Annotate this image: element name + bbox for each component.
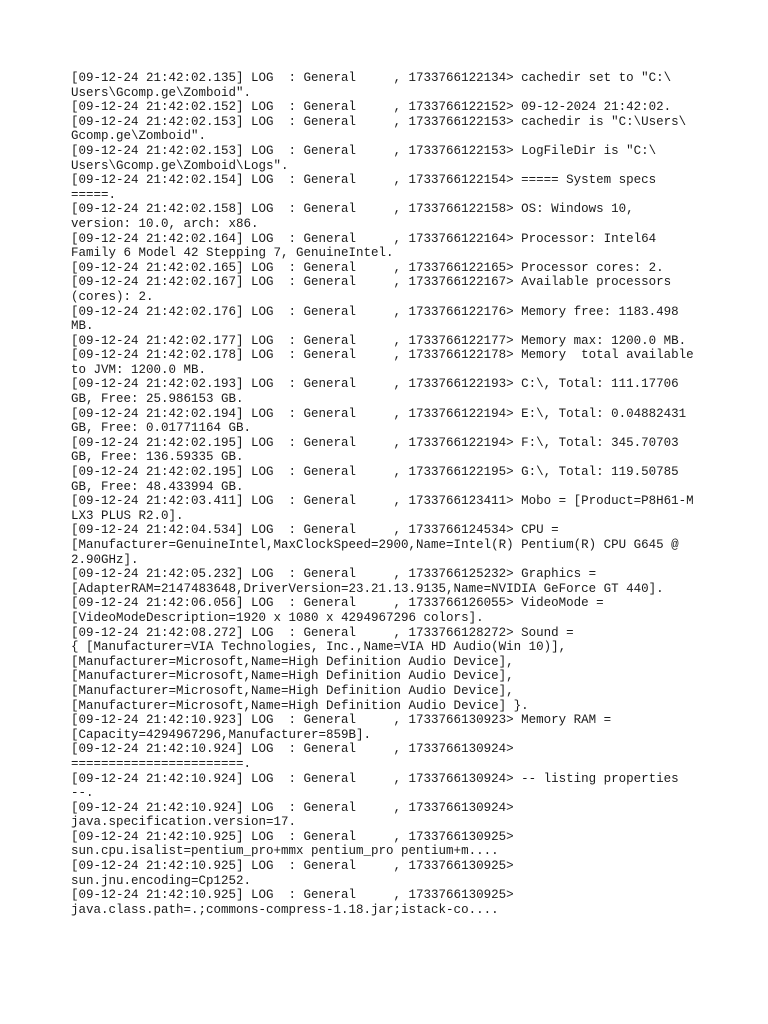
log-line: sun.jnu.encoding=Cp1252. <box>71 873 252 888</box>
log-line: [09-12-24 21:42:02.195] LOG : General , 1733766122194> F:\, Total: 345.70703 <box>71 435 679 450</box>
log-line: [09-12-24 21:42:02.152] LOG : General , 1733766122152> 09-12-2024 21:42:02. <box>71 100 672 115</box>
log-line: Family 6 Model 42 Stepping 7, GenuineIntel. <box>71 246 394 261</box>
log-line: java.specification.version=17. <box>71 815 297 830</box>
log-line: [09-12-24 21:42:02.195] LOG : General , 1733766122195> G:\, Total: 119.50785 <box>71 465 679 480</box>
log-line: [09-12-24 21:42:04.534] LOG : General , 1733766124534> CPU = <box>71 523 559 538</box>
log-line: --. <box>71 786 94 801</box>
log-line: [09-12-24 21:42:02.154] LOG : General , 1733766122154> ===== System specs <box>71 173 657 188</box>
log-line: [Capacity=4294967296,Manufacturer=859B]. <box>71 727 372 742</box>
log-line: [09-12-24 21:42:10.925] LOG : General , 1733766130925> <box>71 859 514 874</box>
log-line: [09-12-24 21:42:02.178] LOG : General , 1733766122178> Memory total available <box>71 348 694 363</box>
log-line: [Manufacturer=Microsoft,Name=High Definition Audio Device], <box>71 654 514 669</box>
log-line: [09-12-24 21:42:10.924] LOG : General , 1733766130924> <box>71 800 514 815</box>
log-line: [09-12-24 21:42:05.232] LOG : General , 1733766125232> Graphics = <box>71 567 597 582</box>
log-line: [09-12-24 21:42:03.411] LOG : General , 1733766123411> Mobo = [Product=P8H61-M <box>71 494 694 509</box>
log-line: LX3 PLUS R2.0]. <box>71 508 184 523</box>
log-line: to JVM: 1200.0 MB. <box>71 362 207 377</box>
log-line: [09-12-24 21:42:10.924] LOG : General , 1733766130924> -- listing properties <box>71 771 679 786</box>
log-line: [Manufacturer=Microsoft,Name=High Definition Audio Device], <box>71 683 514 698</box>
log-line: [Manufacturer=Microsoft,Name=High Definition Audio Device], <box>71 669 514 684</box>
log-line: [09-12-24 21:42:02.177] LOG : General , 1733766122177> Memory max: 1200.0 MB. <box>71 333 687 348</box>
log-line: =====. <box>71 187 117 202</box>
log-line: [09-12-24 21:42:02.158] LOG : General , 1733766122158> OS: Windows 10, <box>71 202 634 217</box>
log-line: [09-12-24 21:42:02.153] LOG : General , 1733766122153> cachedir is "C:\Users\ <box>71 114 687 129</box>
log-line: [09-12-24 21:42:02.194] LOG : General , 1733766122194> E:\, Total: 0.04882431 <box>71 406 687 421</box>
log-line: MB. <box>71 319 94 334</box>
log-line: (cores): 2. <box>71 289 154 304</box>
log-line: { [Manufacturer=VIA Technologies, Inc.,Name=VIA HD Audio(Win 10)], <box>71 640 567 655</box>
log-line: [09-12-24 21:42:06.056] LOG : General , 1733766126055> VideoMode = <box>71 596 604 611</box>
log-line: [09-12-24 21:42:02.153] LOG : General , 1733766122153> LogFileDir is "C:\ <box>71 143 657 158</box>
log-document <box>71 71 711 917</box>
log-line: GB, Free: 136.59335 GB. <box>71 450 244 465</box>
log-line: 2.90GHz]. <box>71 552 139 567</box>
log-line: Users\Gcomp.ge\Zomboid\Logs". <box>71 158 289 173</box>
log-line: [09-12-24 21:42:02.165] LOG : General , 1733766122165> Processor cores: 2. <box>71 260 664 275</box>
log-line: [Manufacturer=Microsoft,Name=High Definition Audio Device] }. <box>71 698 529 713</box>
log-line: [VideoModeDescription=1920 x 1080 x 4294967296 colors]. <box>71 610 484 625</box>
log-line: GB, Free: 0.01771164 GB. <box>71 421 252 436</box>
log-line: Gcomp.ge\Zomboid". <box>71 129 207 144</box>
log-line: [Manufacturer=GenuineIntel,MaxClockSpeed=2900,Name=Intel(R) Pentium(R) CPU G645 @ <box>71 538 679 552</box>
log-line: [09-12-24 21:42:02.135] LOG : General , 1733766122134> cachedir set to "C:\ <box>71 71 672 85</box>
log-line: GB, Free: 48.433994 GB. <box>71 479 244 494</box>
log-line: [09-12-24 21:42:10.925] LOG : General , 1733766130925> <box>71 888 514 903</box>
log-line: [09-12-24 21:42:10.924] LOG : General , 1733766130924> <box>71 742 514 757</box>
log-line: sun.cpu.isalist=pentium_pro+mmx pentium_pro pentium+m.... <box>71 844 499 859</box>
log-line: version: 10.0, arch: x86. <box>71 216 259 231</box>
log-line: [09-12-24 21:42:10.925] LOG : General , 1733766130925> <box>71 829 514 844</box>
log-line: Users\Gcomp.ge\Zomboid". <box>71 85 252 100</box>
log-line: [09-12-24 21:42:08.272] LOG : General , 1733766128272> Sound = <box>71 625 574 640</box>
log-line: [09-12-24 21:42:02.167] LOG : General , 1733766122167> Available processors <box>71 275 672 290</box>
log-line: java.class.path=.;commons-compress-1.18.jar;istack-co.... <box>71 902 499 917</box>
log-line: [09-12-24 21:42:02.176] LOG : General , 1733766122176> Memory free: 1183.498 <box>71 304 679 319</box>
log-line: [09-12-24 21:42:02.164] LOG : General , 1733766122164> Processor: Intel64 <box>71 231 657 246</box>
log-line: [AdapterRAM=2147483648,DriverVersion=23.21.13.9135,Name=NVIDIA GeForce GT 440]. <box>71 581 664 596</box>
log-line: [09-12-24 21:42:02.193] LOG : General , 1733766122193> C:\, Total: 111.17706 <box>71 377 679 392</box>
log-line: [09-12-24 21:42:10.923] LOG : General , 1733766130923> Memory RAM = <box>71 713 612 728</box>
log-line: =======================. <box>71 756 252 771</box>
log-line: GB, Free: 25.986153 GB. <box>71 392 244 407</box>
